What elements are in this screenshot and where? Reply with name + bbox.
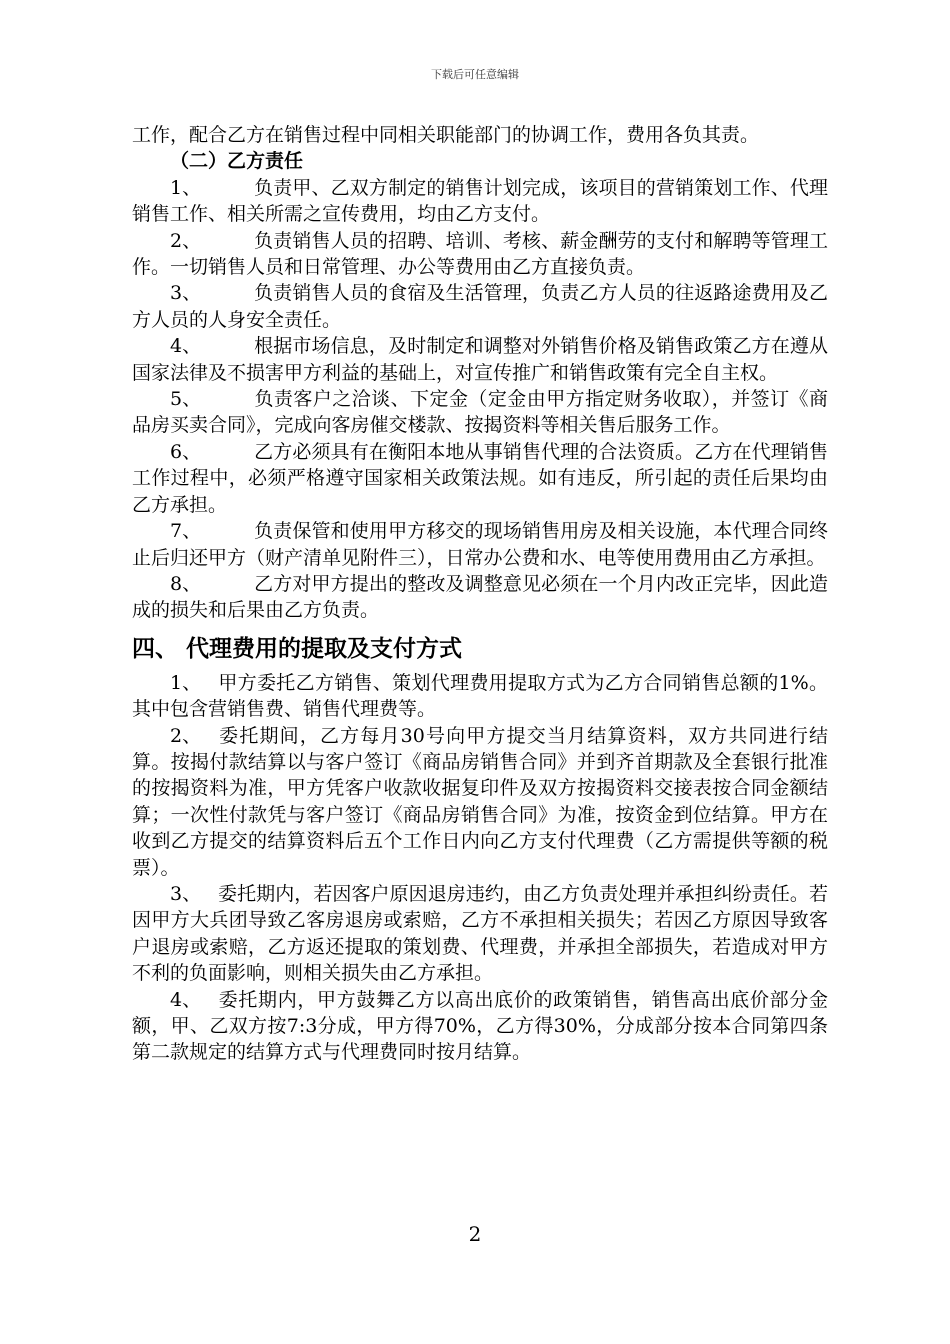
item-number: 1、 [170,176,202,199]
item-text: 负责保管和使用甲方移交的现场销售用房及相关设施，本代理合同终止后归还甲方（财产清单见附件三），日常办公费和水、电等使用费用由乙方承担。 [132,520,828,569]
item-number: 4、 [170,335,202,358]
document-body [132,122,828,1066]
section-b-item-4 [132,333,828,386]
intro-paragraph: 工作，配合乙方在销售过程中同相关职能部门的协调工作，费用各负其责。 [132,124,760,146]
section-4-item-1 [132,670,828,723]
section-b-item-8 [132,571,828,624]
item-text: 负责甲、乙双方制定的销售计划完成，该项目的营销策划工作、代理销售工作、相关所需之宣传费用，均由乙方支付。 [132,176,828,226]
section-4-title: 四、 代理费用的提取及支付方式 [132,635,463,662]
item-text: 委托期内，若因客户原因退房违约，由乙方负责处理并承担纠纷责任。若因甲方大兵团导致乙客房退房或索赔，乙方不承担相关损失；若因乙方原因导致客户退房或索赔，乙方返还提取的策划费、代理费，并承担全部损失，若造成对甲方不利的负面影响，则相关损失由乙方承担。 [132,882,828,985]
item-number: 3、 [170,882,202,905]
section-b-item-2 [132,228,828,281]
section-b-title: （二）乙方责任 [170,150,304,173]
section-4-item-3 [132,881,828,987]
item-number: 8、 [170,572,202,595]
item-text: 乙方必须具有在衡阳本地从事销售代理的合法资质。乙方在代理销售工作过程中，必须严格遵守国家相关政策法规。如有违反，所引起的责任后果均由乙方承担。 [132,440,828,516]
section-b-item-1 [132,175,828,228]
page-number: 2 [468,1222,482,1246]
item-number: 6、 [170,440,202,463]
item-text: 甲方委托乙方销售、策划代理费用提取方式为乙方合同销售总额的1%。其中包含营销售费、销售代理费等。 [132,671,828,721]
item-number: 3、 [170,282,202,305]
section-4-item-4 [132,987,828,1066]
item-text: 负责客户之洽谈、下定金（定金由甲方指定财务收取），并签订《商品房买卖合同》，完成向客房催交楼款、按揭资料等相关售后服务工作。 [132,388,828,437]
section-b-item-3 [132,280,828,333]
page-header: 下载后可任意编辑 [431,68,519,81]
item-number: 2、 [170,229,202,252]
item-number: 1、 [170,671,202,694]
section-b-item-7 [132,518,828,571]
item-text: 委托期内，甲方鼓舞乙方以高出底价的政策销售，销售高出底价部分金额，甲、乙双方按7:3分成，甲方得70%，乙方得30%，分成部分按本合同第四条第二款规定的结算方式与代理费同时按月结算。 [132,988,828,1064]
item-text: 负责销售人员的招聘、培训、考核、薪金酬劳的支付和解聘等管理工作。一切销售人员和日常管理、办公等费用由乙方直接负责。 [132,229,828,279]
item-number: 7、 [170,520,202,543]
item-number: 4、 [170,988,202,1011]
item-number: 5、 [170,388,202,411]
section-b-item-6 [132,439,828,518]
item-text: 根据市场信息，及时制定和调整对外销售价格及销售政策乙方在遵从国家法律及不损害甲方利益的基础上，对宣传推广和销售政策有完全自主权。 [132,335,828,384]
section-b-item-5 [132,386,828,439]
item-number: 2、 [170,724,202,747]
item-text: 负责销售人员的食宿及生活管理，负责乙方人员的往返路途费用及乙方人员的人身安全责任。 [132,282,828,331]
item-text: 委托期间，乙方每月30号向甲方提交当月结算资料，双方共同进行结算。按揭付款结算以与客户签订《商品房销售合同》并到齐首期款及全套银行批准的按揭资料为准，甲方凭客户收款收据复印件及双方按揭资料交接表按合同金额结算；一次性付款凭与客户签订《商品房销售合同》为准，按资金到位结算。甲方在收到乙方提交的结算资料后五个工作日内向乙方支付代理费（乙方需提供等额的税票）。 [132,724,828,879]
section-4-item-2 [132,723,828,881]
item-text: 乙方对甲方提出的整改及调整意见必须在一个月内改正完毕，因此造成的损失和后果由乙方负责。 [132,572,828,622]
